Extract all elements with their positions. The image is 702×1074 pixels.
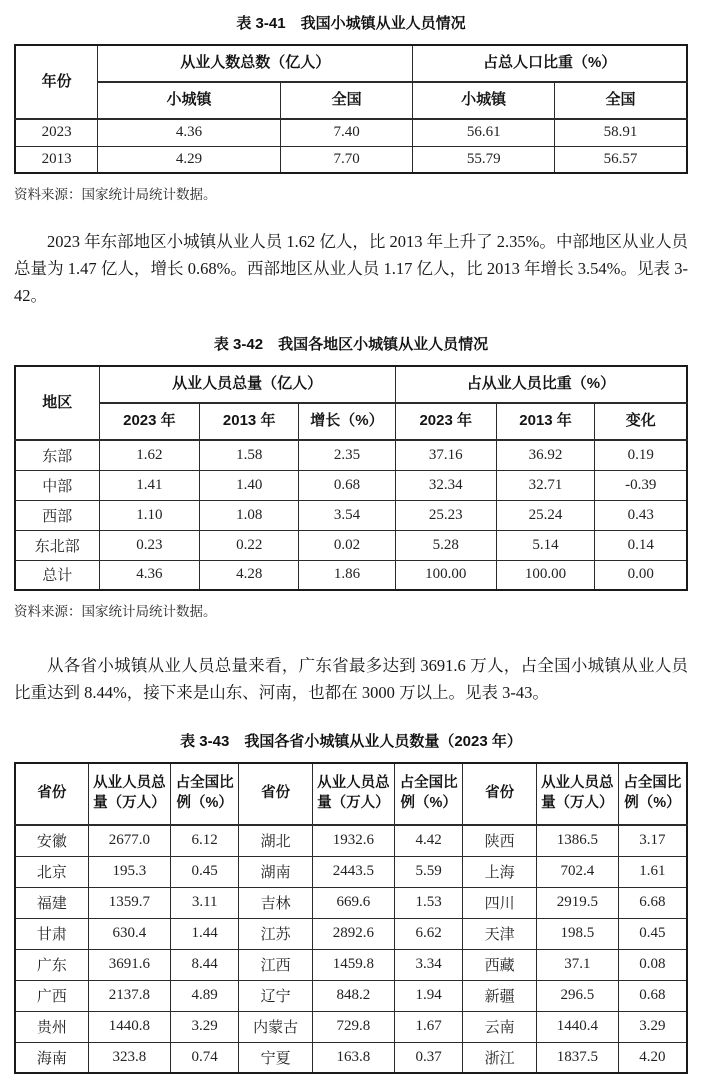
- table-cell: 东部: [15, 440, 99, 470]
- table-cell: 56.61: [413, 119, 555, 146]
- table-cell: 729.8: [312, 1011, 394, 1042]
- subheader-cell: 2013 年: [496, 403, 595, 440]
- header-cell-province: 省份: [15, 763, 88, 825]
- subheader-cell: 变化: [595, 403, 687, 440]
- subheader-cell: 2013 年: [200, 403, 299, 440]
- table-cell: 4.28: [200, 560, 299, 590]
- table-header: [15, 366, 687, 440]
- header-cell-total: 从业人员总量（万人）: [88, 763, 170, 825]
- table-cell: 1.67: [394, 1011, 463, 1042]
- table-row: [15, 856, 687, 887]
- table-cell: 吉林: [239, 887, 312, 918]
- table-cell: 四川: [463, 887, 536, 918]
- table-cell: 6.68: [618, 887, 687, 918]
- table-cell: 4.36: [98, 119, 281, 146]
- table-cell: 0.00: [595, 560, 687, 590]
- table-row: [15, 1042, 687, 1073]
- table-cell: 2919.5: [536, 887, 618, 918]
- table-cell: 4.20: [618, 1042, 687, 1073]
- subheader-cell: 小城镇: [98, 82, 281, 119]
- table-cell: 37.1: [536, 949, 618, 980]
- table-cell: 100.00: [496, 560, 595, 590]
- table-cell: 0.74: [170, 1042, 239, 1073]
- table-row: [15, 825, 687, 856]
- table-cell: 1837.5: [536, 1042, 618, 1073]
- table-cell: 西藏: [463, 949, 536, 980]
- subheader-cell: 2023 年: [99, 403, 200, 440]
- table-cell: 25.23: [395, 500, 496, 530]
- table-cell: 25.24: [496, 500, 595, 530]
- header-cell-share: 占全国比例（%）: [170, 763, 239, 825]
- header-cell-total: 从业人员总量（万人）: [312, 763, 394, 825]
- header-cell-region: 地区: [15, 366, 99, 440]
- table-cell: 1.61: [618, 856, 687, 887]
- table-cell: 2.35: [299, 440, 396, 470]
- table-cell: 100.00: [395, 560, 496, 590]
- table-cell: 37.16: [395, 440, 496, 470]
- table-cell: 1.53: [394, 887, 463, 918]
- table-row: [15, 440, 687, 470]
- table-cell: 0.02: [299, 530, 396, 560]
- table-cell: 32.71: [496, 470, 595, 500]
- header-row: [15, 763, 687, 825]
- table-cell: 1.40: [200, 470, 299, 500]
- table-cell: 1386.5: [536, 825, 618, 856]
- table-cell: 5.59: [394, 856, 463, 887]
- table-cell: 浙江: [463, 1042, 536, 1073]
- header-cell-total: 从业人员总量（万人）: [536, 763, 618, 825]
- table-cell: 辽宁: [239, 980, 312, 1011]
- table-cell: 7.70: [280, 146, 412, 173]
- table-cell: 4.89: [170, 980, 239, 1011]
- table-3-43: [14, 762, 688, 1074]
- table-cell: 323.8: [88, 1042, 170, 1073]
- table-cell: 669.6: [312, 887, 394, 918]
- table-cell: 7.40: [280, 119, 412, 146]
- table-cell: 198.5: [536, 918, 618, 949]
- table-cell: 0.68: [299, 470, 396, 500]
- table-cell: 4.36: [99, 560, 200, 590]
- table-cell: 湖北: [239, 825, 312, 856]
- table-row: [15, 980, 687, 1011]
- table-cell: 云南: [463, 1011, 536, 1042]
- table-cell: 2137.8: [88, 980, 170, 1011]
- table-cell: 3.34: [394, 949, 463, 980]
- table-cell: 3.54: [299, 500, 396, 530]
- table-cell: 2443.5: [312, 856, 394, 887]
- table-cell: 3691.6: [88, 949, 170, 980]
- table-cell: 0.37: [394, 1042, 463, 1073]
- table-cell: 1.86: [299, 560, 396, 590]
- table-cell: -0.39: [595, 470, 687, 500]
- table-cell: 宁夏: [239, 1042, 312, 1073]
- table-cell: 4.42: [394, 825, 463, 856]
- table-cell: 6.62: [394, 918, 463, 949]
- table-cell: 848.2: [312, 980, 394, 1011]
- table-cell: 1440.8: [88, 1011, 170, 1042]
- table-cell: 0.19: [595, 440, 687, 470]
- header-cell-province: 省份: [463, 763, 536, 825]
- header-group-total-employed: 从业人数总数（亿人）: [98, 45, 413, 82]
- source-note: 资料来源：国家统计局统计数据。: [14, 604, 217, 619]
- table-cell: 4.29: [98, 146, 281, 173]
- table-row: [15, 887, 687, 918]
- table-cell: 内蒙古: [239, 1011, 312, 1042]
- table-cell: 东北部: [15, 530, 99, 560]
- table-cell: 1440.4: [536, 1011, 618, 1042]
- table-cell: 5.28: [395, 530, 496, 560]
- table-cell: 总计: [15, 560, 99, 590]
- table-cell: 3.11: [170, 887, 239, 918]
- table-cell: 32.34: [395, 470, 496, 500]
- table-cell: 上海: [463, 856, 536, 887]
- header-cell-share: 占全国比例（%）: [394, 763, 463, 825]
- header-row: [15, 403, 687, 440]
- table-cell: 1.58: [200, 440, 299, 470]
- subheader-cell: 全国: [280, 82, 412, 119]
- table-cell: 福建: [15, 887, 88, 918]
- table-cell: 56.57: [555, 146, 687, 173]
- table-row: [15, 560, 687, 590]
- table-3-42: [14, 365, 688, 591]
- table-cell: 1.10: [99, 500, 200, 530]
- table-cell: 630.4: [88, 918, 170, 949]
- table-cell: 2013: [15, 146, 98, 173]
- header-cell-year: 年份: [15, 45, 98, 119]
- table-cell: 58.91: [555, 119, 687, 146]
- table-cell: 甘肃: [15, 918, 88, 949]
- table-3-41: [14, 44, 688, 174]
- header-group-total-employed: 从业人员总量（亿人）: [99, 366, 395, 403]
- table-row: [15, 530, 687, 560]
- table-cell: 296.5: [536, 980, 618, 1011]
- table-cell: 1.94: [394, 980, 463, 1011]
- table-cell: 广西: [15, 980, 88, 1011]
- table-cell: 3.29: [170, 1011, 239, 1042]
- table-3-43-title: 表 3-43 我国各省小城镇从业人员数量（2023 年）: [180, 733, 522, 750]
- table-header: [15, 763, 687, 825]
- table-cell: 新疆: [463, 980, 536, 1011]
- table-cell: 5.14: [496, 530, 595, 560]
- table-cell: 163.8: [312, 1042, 394, 1073]
- table-row: [15, 146, 687, 173]
- table-row: [15, 918, 687, 949]
- table-cell: 2892.6: [312, 918, 394, 949]
- table-cell: 0.43: [595, 500, 687, 530]
- table-cell: 6.12: [170, 825, 239, 856]
- table-cell: 3.17: [618, 825, 687, 856]
- header-group-population-share: 占总人口比重（%）: [413, 45, 687, 82]
- table-cell: 0.45: [170, 856, 239, 887]
- table-cell: 北京: [15, 856, 88, 887]
- table-row: [15, 500, 687, 530]
- table-cell: 702.4: [536, 856, 618, 887]
- table-cell: 0.68: [618, 980, 687, 1011]
- subheader-cell: 全国: [555, 82, 687, 119]
- subheader-cell: 2023 年: [395, 403, 496, 440]
- header-cell-share: 占全国比例（%）: [618, 763, 687, 825]
- table-cell: 0.45: [618, 918, 687, 949]
- table-cell: 36.92: [496, 440, 595, 470]
- table-cell: 0.23: [99, 530, 200, 560]
- table-cell: 55.79: [413, 146, 555, 173]
- table-cell: 2023: [15, 119, 98, 146]
- table-cell: 1459.8: [312, 949, 394, 980]
- table-cell: 海南: [15, 1042, 88, 1073]
- table-row: [15, 949, 687, 980]
- table-3-41-title: 表 3-41 我国小城镇从业人员情况: [236, 15, 466, 32]
- table-cell: 0.22: [200, 530, 299, 560]
- subheader-cell: 增长（%）: [299, 403, 396, 440]
- table-cell: 江苏: [239, 918, 312, 949]
- body-paragraph: 2023 年东部地区小城镇从业人员 1.62 亿人，比 2013 年上升了 2.35%。中部地区从业人员总量为 1.47 亿人，增长 0.68%。西部地区从业人员 1.17 亿人，比 2013 年增长 3.54%。见表 3-42。: [14, 232, 688, 305]
- table-row: [15, 470, 687, 500]
- table-cell: 西部: [15, 500, 99, 530]
- table-cell: 贵州: [15, 1011, 88, 1042]
- table-cell: 1359.7: [88, 887, 170, 918]
- subheader-cell: 小城镇: [413, 82, 555, 119]
- table-cell: 1.44: [170, 918, 239, 949]
- table-cell: 0.14: [595, 530, 687, 560]
- table-cell: 8.44: [170, 949, 239, 980]
- table-cell: 1.62: [99, 440, 200, 470]
- table-cell: 3.29: [618, 1011, 687, 1042]
- table-cell: 0.08: [618, 949, 687, 980]
- header-row: [15, 366, 687, 403]
- table-cell: 1.08: [200, 500, 299, 530]
- table-header: [15, 45, 687, 119]
- table-cell: 中部: [15, 470, 99, 500]
- table-cell: 天津: [463, 918, 536, 949]
- table-3-42-title: 表 3-42 我国各地区小城镇从业人员情况: [213, 336, 489, 353]
- table-cell: 1932.6: [312, 825, 394, 856]
- table-cell: 195.3: [88, 856, 170, 887]
- header-cell-province: 省份: [239, 763, 312, 825]
- header-row: [15, 82, 687, 119]
- table-cell: 1.41: [99, 470, 200, 500]
- table-cell: 陕西: [463, 825, 536, 856]
- table-cell: 2677.0: [88, 825, 170, 856]
- source-note: 资料来源：国家统计局统计数据。: [14, 187, 217, 202]
- table-row: [15, 119, 687, 146]
- body-paragraph: 从各省小城镇从业人员总量来看，广东省最多达到 3691.6 万人，占全国小城镇从业人员比重达到 8.44%，接下来是山东、河南，也都在 3000 万以上。见表 3-43。: [14, 656, 688, 702]
- table-cell: 安徽: [15, 825, 88, 856]
- header-group-employment-share: 占从业人员比重（%）: [395, 366, 687, 403]
- table-cell: 广东: [15, 949, 88, 980]
- table-cell: 湖南: [239, 856, 312, 887]
- table-row: [15, 1011, 687, 1042]
- header-row: [15, 45, 687, 82]
- table-cell: 江西: [239, 949, 312, 980]
